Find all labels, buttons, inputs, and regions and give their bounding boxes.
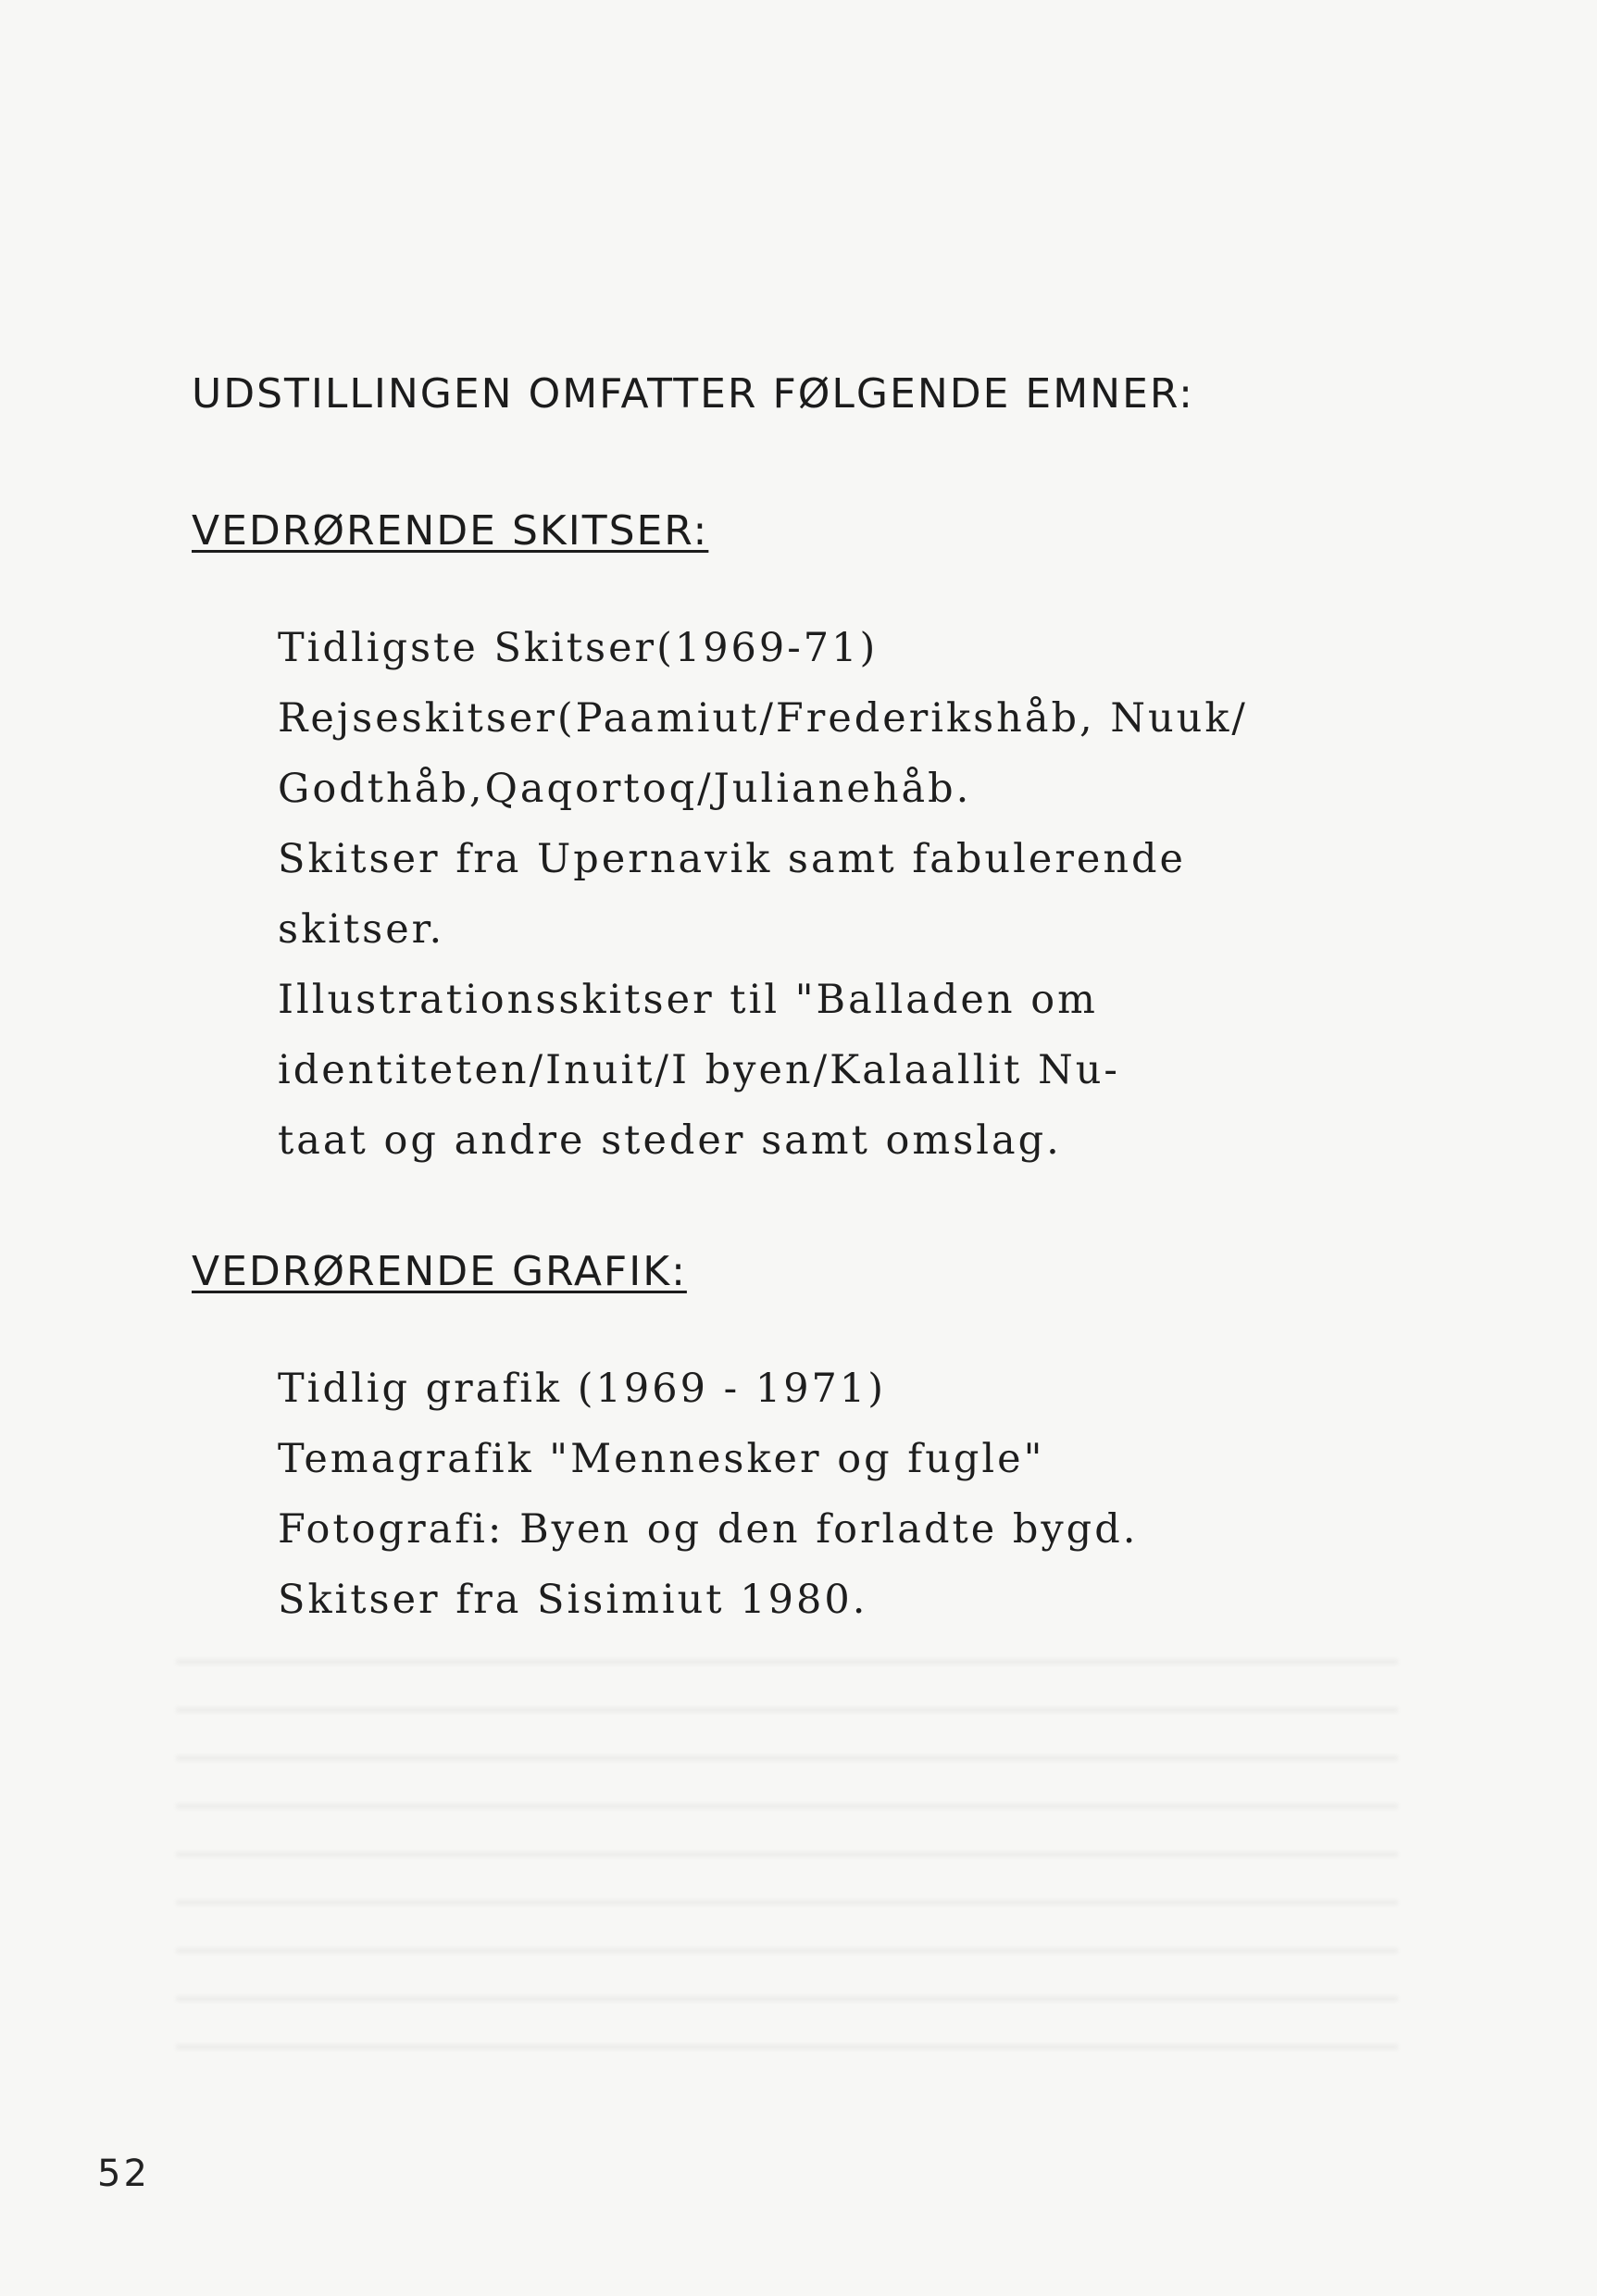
graphics-list: [278, 1354, 1138, 1635]
sketches-line: skitser.: [278, 906, 445, 953]
sketches-list: [278, 613, 1248, 1176]
page-title: UDSTILLINGEN OMFATTER FØLGENDE EMNER:: [192, 370, 1194, 418]
sketches-section-heading: VEDRØRENDE SKITSER:: [192, 507, 709, 555]
page-number: 52: [97, 2152, 150, 2195]
graphics-line: Temagrafik "Mennesker og fugle": [278, 1436, 1045, 1482]
sketches-line: Rejseskitser(Paamiut/Frederikshåb, Nuuk/: [278, 695, 1248, 742]
graphics-line: Tidlig grafik (1969 - 1971): [278, 1366, 887, 1412]
sketches-line: Skitser fra Upernavik samt fabulerende: [278, 836, 1186, 882]
sketches-line: Tidligste Skitser(1969-71): [278, 625, 879, 671]
sketches-line: identiteten/Inuit/I byen/Kalaallit Nu-: [278, 1047, 1120, 1093]
scan-show-through: [176, 1648, 1398, 2092]
graphics-line: Fotografi: Byen og den forladte bygd.: [278, 1506, 1139, 1553]
sketches-line: taat og andre steder samt omslag.: [278, 1117, 1062, 1164]
graphics-line: Skitser fra Sisimiut 1980.: [278, 1577, 868, 1623]
sketches-line: Illustrationsskitser til "Balladen om: [278, 977, 1098, 1023]
graphics-section-heading: VEDRØRENDE GRAFIK:: [192, 1248, 687, 1295]
sketches-line: Godthåb,Qaqortoq/Julianehåb.: [278, 766, 972, 812]
